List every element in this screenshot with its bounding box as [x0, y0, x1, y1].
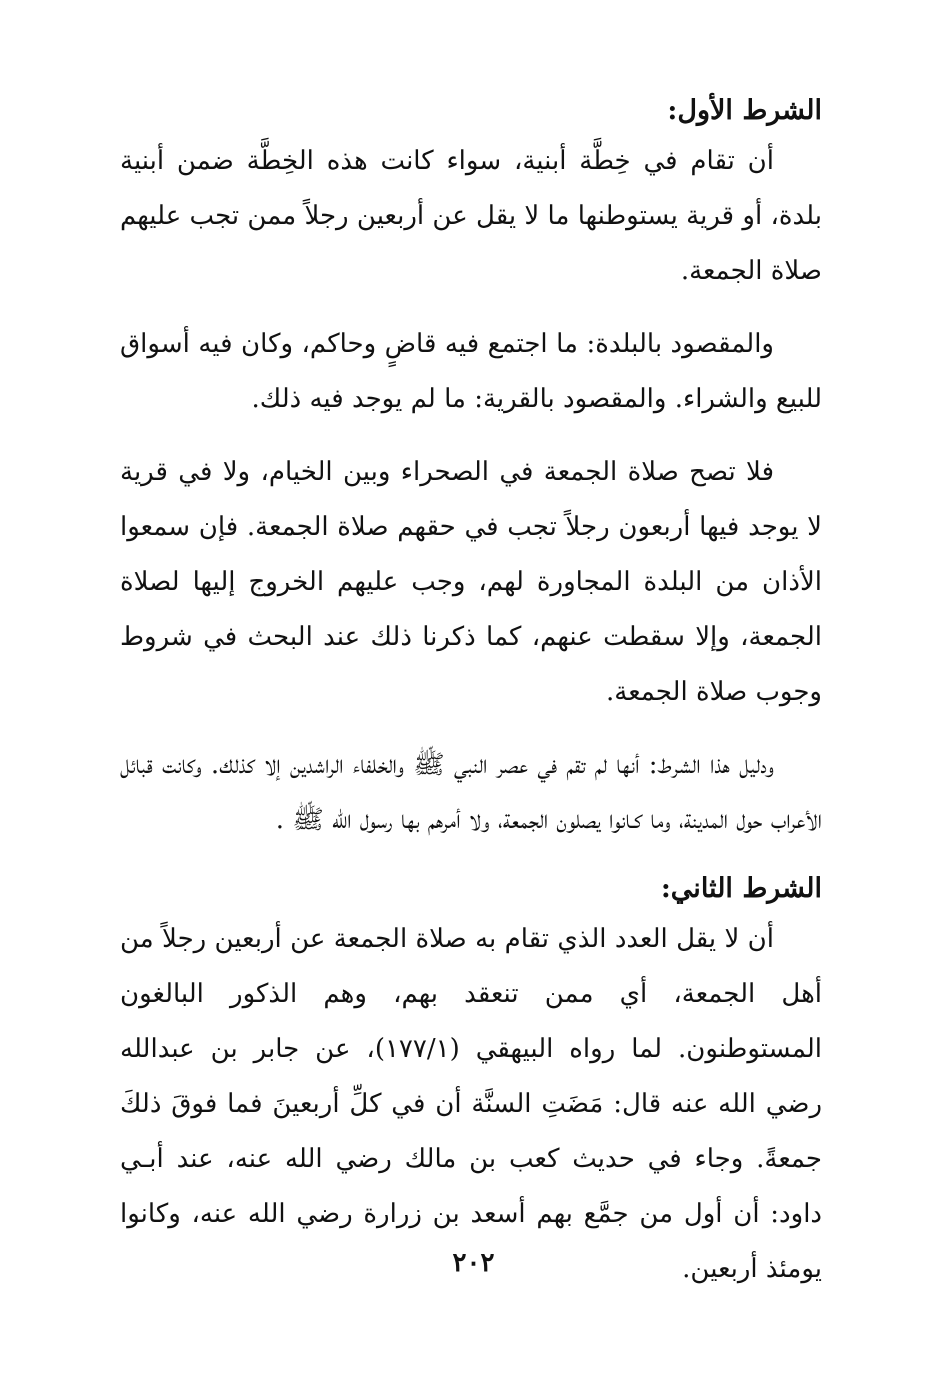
- paragraph-spacer: [120, 848, 822, 866]
- paragraph: والمقصود بالبلدة: ما اجتمع فيه قاضٍ وحاكم، وكان فيه أسواق للبيع والشراء. والمقصود بالقرية: ما لم يوجد فيه ذلك.: [120, 329, 822, 414]
- paragraph-spacer: [120, 720, 822, 738]
- paragraph: فلا تصح صلاة الجمعة في الصحراء وبين الخيام، ولا في قرية لا يوجد فيها أربعون رجلاً تجب في حقهم صلاة الجمعة. فإن سمعوا الأذان من البلدة المجاورة لهم، وجب عليهم الخروج إليها لصلاة الجمعة، وإلا سقطت عنهم، كما ذكرنا ذلك عند البحث في شروط وجوب صلاة الجمعة.: [120, 457, 822, 707]
- page-number: ٢٠٢: [452, 1248, 495, 1278]
- section-heading-condition-2: الشرط الثاني:: [660, 873, 822, 904]
- paragraph: ودليل هذا الشرط: أنها لم تقم في عصر النبي ﷺ والخلفاء الراشدين إلا كذلك. وكانت قبائل الأعراب حول المدينة، وما كـانوا يصلون الجمعة، ولا أمرهم بها رسول الله ﷺ .: [120, 750, 822, 835]
- paragraph-spacer: [120, 299, 822, 317]
- paragraph: أن لا يقل العدد الذي تقام به صلاة الجمعة عن أربعين رجلاً من أهل الجمعة، أي ممن تنعقد بهم، وهم الذكور البالغون المستوطنون. لما رواه البيهقي (١٧٧/١)، عن جابر بن عبدالله رضي الله عنه قال: مَضَتِ السنَّة أن في كلِّ أربعينَ فما فوقَ ذلكَ جمعةً. وجاء في حديث كعب بن مالك رضي الله عنه، عند أبـي داود: أن أول من جمَّع بهم أسعد بن زرارة رضي الله عنه، وكانوا يومئذ أربعين.: [120, 924, 823, 1284]
- section-heading-condition-1: الشرط الأول:: [667, 95, 822, 126]
- paragraph: أن تقام في خِطَّة أبنية، سواء كانت هذه الخِطَّة ضمن أبنية بلدة، أو قرية يستوطنها ما لا يقل عن أربعين رجلاً ممن تجب عليهم صلاة الجمعة.: [120, 146, 822, 286]
- page-body: [120, 88, 822, 1388]
- paragraph-spacer: [120, 427, 822, 445]
